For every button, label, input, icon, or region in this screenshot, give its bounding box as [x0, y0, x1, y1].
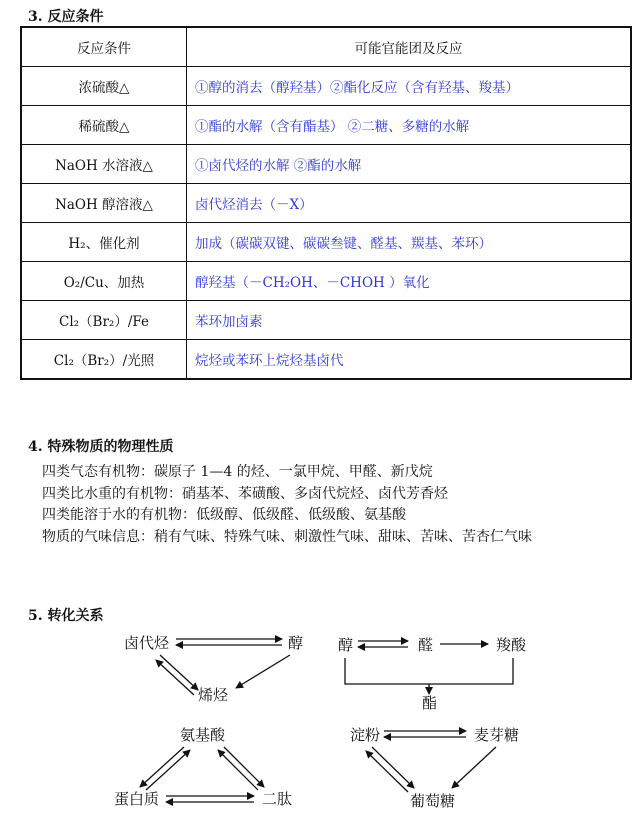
arrow — [156, 660, 194, 695]
arrow — [236, 655, 290, 688]
reaction-conditions-table — [20, 26, 632, 380]
diagram-alcohol-aldehyde-acid-ester — [338, 636, 527, 712]
table-header-row — [21, 27, 631, 67]
section4-title: 4. 特殊物质的物理性质 — [28, 439, 174, 455]
row-condition: Cl₂（Br₂）/Fe — [21, 301, 187, 340]
section3-title: 3. 反应条件 — [28, 9, 104, 25]
node-alcohol: 醇 — [338, 636, 354, 654]
conversion-diagrams — [0, 620, 640, 826]
row-condition: NaOH 水溶液△ — [21, 145, 187, 184]
node-acid: 羧酸 — [496, 636, 527, 654]
table-row — [21, 340, 631, 380]
row-description: ①卤代烃的水解 ②酯的水解 — [187, 145, 632, 184]
node-ester: 酯 — [422, 694, 438, 712]
arrow — [218, 750, 258, 790]
header-description: 可能官能团及反应 — [187, 27, 632, 67]
row-description: 加成（碳碳双键、碳碳叁键、醛基、羰基、苯环） — [187, 223, 632, 262]
node-aldehyde: 醛 — [418, 636, 434, 654]
table-row — [21, 223, 631, 262]
node-amino-acid: 氨基酸 — [180, 726, 226, 744]
list-item: 四类能溶于水的有机物：低级醇、低级醛、低级酸、氨基酸 — [42, 507, 406, 523]
arrow — [224, 747, 264, 787]
node-alkene: 烯烃 — [198, 686, 229, 704]
row-condition: NaOH 醇溶液△ — [21, 184, 187, 223]
node-starch: 淀粉 — [350, 726, 381, 744]
list-item: 物质的气味信息：稍有气味、特殊气味、刺激性气味、甜味、苦味、苦杏仁气味 — [42, 528, 532, 545]
connector — [345, 658, 513, 684]
node-dipeptide: 二肽 — [262, 790, 293, 808]
table-row — [21, 106, 631, 145]
table-row — [21, 67, 631, 106]
diagram-aminoacid-protein-dipeptide — [114, 726, 292, 808]
row-condition: Cl₂（Br₂）/光照 — [21, 340, 187, 380]
table-row — [21, 145, 631, 184]
diagram-starch-maltose-glucose — [350, 726, 519, 810]
list-item: 四类气态有机物：碳原子 1—4 的烃、一氯甲烷、甲醛、新戊烷 — [42, 464, 433, 480]
row-description: 苯环加卤素 — [187, 301, 632, 340]
table-row — [21, 184, 631, 223]
arrow — [452, 747, 496, 788]
row-description: 醇羟基（－CH₂OH、－CHOH ）氧化 — [187, 262, 632, 301]
arrow — [372, 747, 414, 788]
list-item: 四类比水重的有机物：硝基苯、苯磺酸、多卤代烷烃、卤代芳香烃 — [42, 485, 448, 502]
header-condition: 反应条件 — [21, 27, 187, 67]
node-protein: 蛋白质 — [114, 790, 160, 808]
row-condition: O₂/Cu、加热 — [21, 262, 187, 301]
row-description: 烷烃或苯环上烷烃基卤代 — [187, 340, 632, 380]
arrow — [366, 751, 408, 792]
node-maltose: 麦芽糖 — [474, 726, 520, 744]
table-row — [21, 262, 631, 301]
row-condition: 浓硫酸△ — [21, 67, 187, 106]
arrow — [160, 655, 198, 690]
node-glucose: 葡萄糖 — [410, 792, 456, 810]
arrow — [146, 750, 190, 790]
row-description: ①醇的消去（醇羟基）②酯化反应（含有羟基、羧基） — [187, 67, 632, 106]
section5-title: 5. 转化关系 — [28, 608, 104, 624]
row-condition: H₂、催化剂 — [21, 223, 187, 262]
physical-properties-list — [42, 462, 532, 548]
diagram-haloalkane-alcohol-alkene — [124, 634, 303, 704]
arrow — [140, 747, 184, 787]
row-condition: 稀硫酸△ — [21, 106, 187, 145]
node-alcohol: 醇 — [288, 634, 304, 652]
node-haloalkane: 卤代烃 — [124, 634, 170, 652]
table-row — [21, 301, 631, 340]
row-description: 卤代烃消去（－X） — [187, 184, 632, 223]
row-description: ①酯的水解（含有酯基） ②二糖、多糖的水解 — [187, 106, 632, 145]
